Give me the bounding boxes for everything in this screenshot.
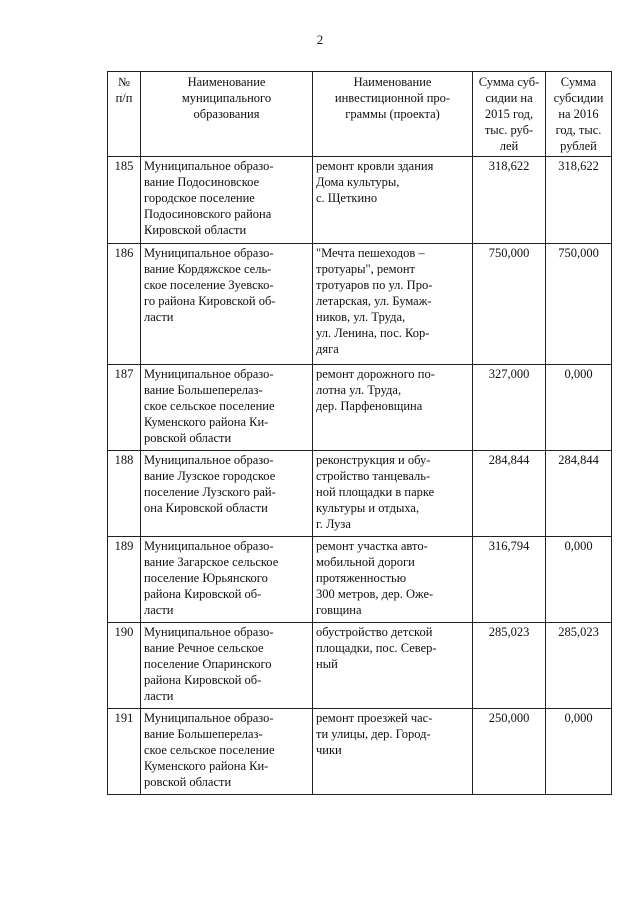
row-sum-2015: 750,000 (473, 244, 546, 365)
table-header-row (108, 72, 612, 157)
row-sum-2016: 285,023 (546, 623, 612, 709)
row-sum-2016: 284,844 (546, 451, 612, 537)
page-number: 2 (316, 32, 324, 47)
table-row (108, 537, 612, 623)
table-row (108, 623, 612, 709)
row-municipality: Муниципальное образо- вание Лузское городское поселение Лузского рай- она Кировской области (141, 451, 313, 537)
table-row (108, 365, 612, 451)
header-num: № п/п (108, 72, 141, 157)
table-row (108, 451, 612, 537)
row-program: ремонт кровли здания Дома культуры, с. Щеткино (313, 157, 473, 244)
row-municipality: Муниципальное образо- вание Загарское сельское поселение Юрьянского района Кировской об- ласти (141, 537, 313, 623)
table-row (108, 244, 612, 365)
table-row (108, 157, 612, 244)
row-program: ремонт участка авто- мобильной дороги протяженностью 300 метров, дер. Оже- говщина (313, 537, 473, 623)
row-sum-2015: 250,000 (473, 709, 546, 795)
row-num: 186 (108, 244, 141, 365)
row-num: 190 (108, 623, 141, 709)
header-municipality: Наименование муниципального образования (141, 72, 313, 157)
row-program: ремонт дорожного по- лотна ул. Труда, дер. Парфеновщина (313, 365, 473, 451)
row-sum-2016: 0,000 (546, 365, 612, 451)
row-num: 191 (108, 709, 141, 795)
subsidy-table (107, 71, 612, 795)
row-program: реконструкция и обу- стройство танцеваль- ной площадки в парке культуры и отдыха, г. Луза (313, 451, 473, 537)
row-num: 189 (108, 537, 141, 623)
row-sum-2016: 318,622 (546, 157, 612, 244)
row-municipality: Муниципальное образо- вание Большеперелаз- ское сельское поселение Куменского района Ки- ровской области (141, 365, 313, 451)
row-sum-2015: 316,794 (473, 537, 546, 623)
row-sum-2016: 750,000 (546, 244, 612, 365)
row-num: 188 (108, 451, 141, 537)
header-sum-2016: Сумма субсидии на 2016 год, тыс. рублей (546, 72, 612, 157)
row-sum-2015: 285,023 (473, 623, 546, 709)
row-municipality: Муниципальное образо- вание Речное сельское поселение Опаринского района Кировской об- ласти (141, 623, 313, 709)
header-program: Наименование инвестиционной про- граммы (проекта) (313, 72, 473, 157)
row-sum-2015: 284,844 (473, 451, 546, 537)
row-sum-2016: 0,000 (546, 709, 612, 795)
row-sum-2015: 318,622 (473, 157, 546, 244)
header-sum-2015: Сумма суб- сидии на 2015 год, тыс. руб- лей (473, 72, 546, 157)
row-municipality: Муниципальное образо- вание Большеперелаз- ское сельское поселение Куменского района Ки- ровской области (141, 709, 313, 795)
row-municipality: Муниципальное образо- вание Подосиновское городское поселение Подосиновского района Кировской области (141, 157, 313, 244)
row-num: 185 (108, 157, 141, 244)
row-program: обустройство детской площадки, пос. Север- ный (313, 623, 473, 709)
row-num: 187 (108, 365, 141, 451)
row-program: ремонт проезжей час- ти улицы, дер. Город- чики (313, 709, 473, 795)
row-sum-2015: 327,000 (473, 365, 546, 451)
row-program: "Мечта пешеходов – тротуары", ремонт тротуаров по ул. Про- летарская, ул. Бумаж- ников, ул. Труда, ул. Ленина, пос. Кор- дяга (313, 244, 473, 365)
row-municipality: Муниципальное образо- вание Кордяжское сель- ское поселение Зуевско- го района Кировской об- ласти (141, 244, 313, 365)
table-row (108, 709, 612, 795)
row-sum-2016: 0,000 (546, 537, 612, 623)
